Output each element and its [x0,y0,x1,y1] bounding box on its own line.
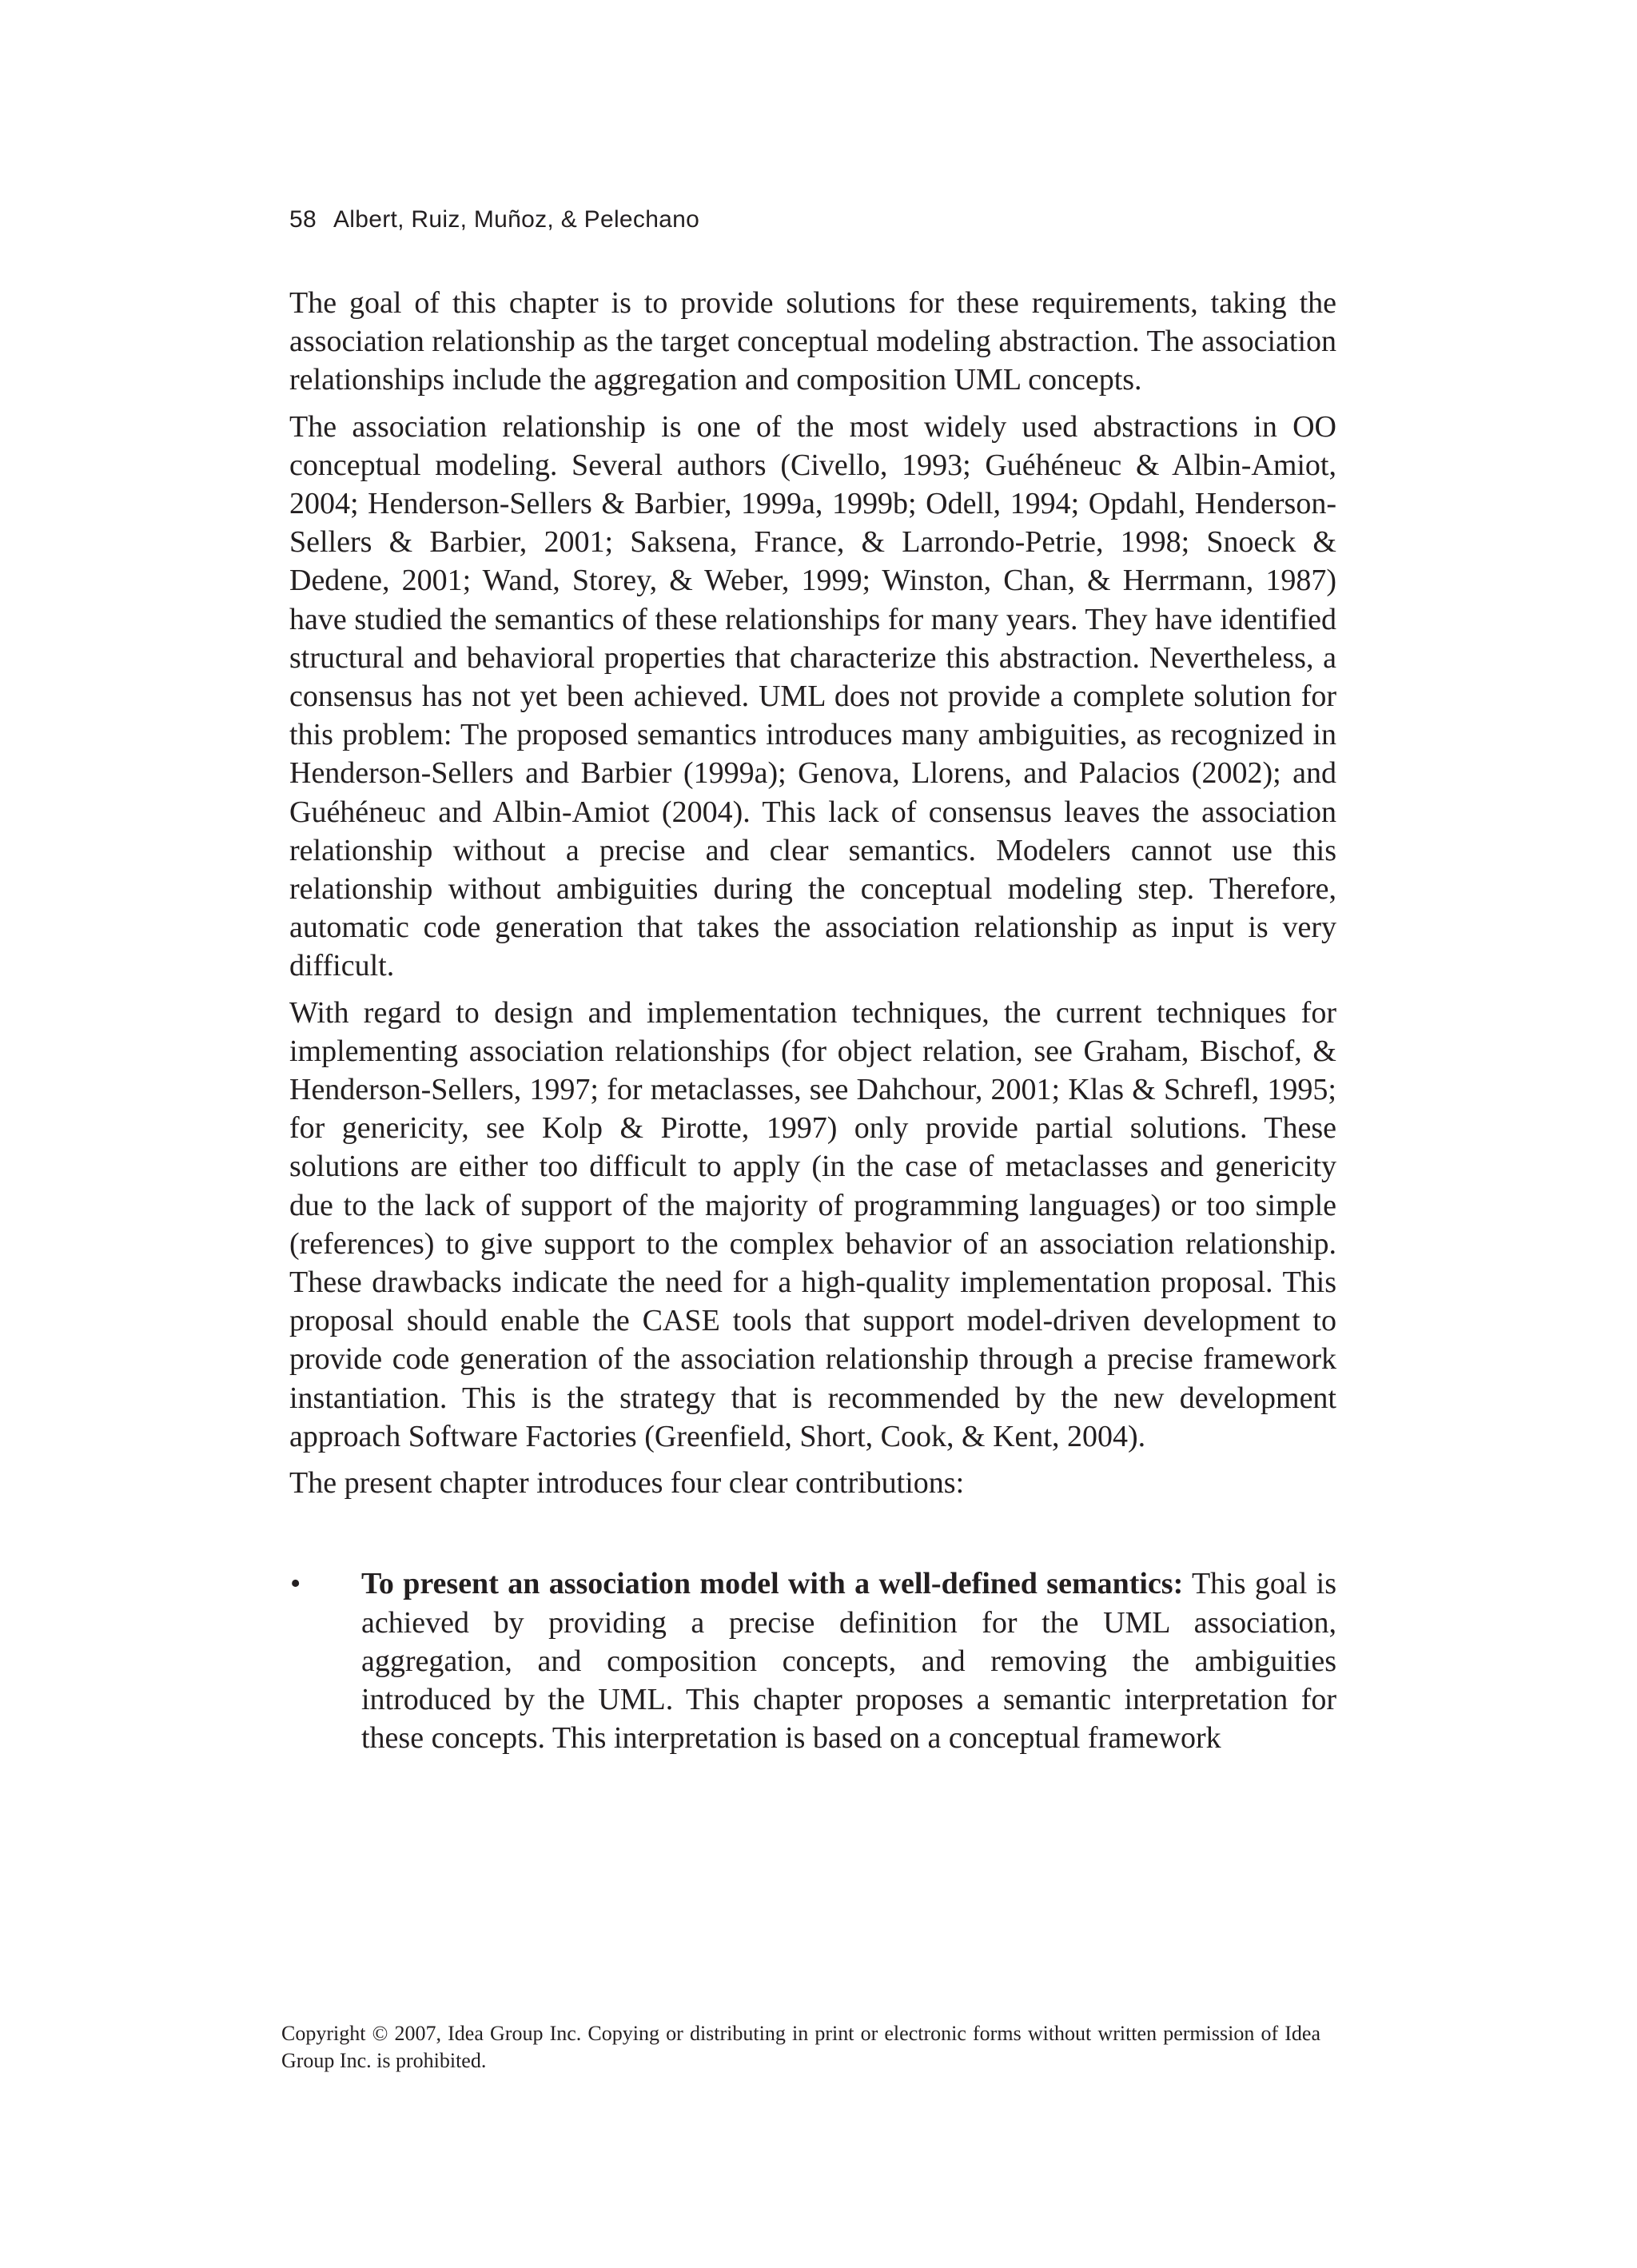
list-item [289,1564,1336,1757]
running-header-authors: Albert, Ruiz, Muñoz, & Pelechano [333,206,700,233]
copyright-notice: Copyright © 2007, Idea Group Inc. Copying or distributing in print or electronic forms without written permission of Idea Group Inc. is prohibited. [281,2022,1320,2072]
paragraph-implementation-techniques: With regard to design and implementation techniques, the current techniques for implementing association relationships (for object relation, see Graham, Bischof, & Henderson-Sellers, 1997; for metaclasses, see Dahchour, 2001; Klas & Schrefl, 1995; for genericity, see Kolp & Pirotte, 1997) only provide partial solutions. These solutions are either too difficult to apply (in the case of metaclasses and genericity due to the lack of support of the majority of programming languages) or too simple (references) to give support to the complex behavior of an association relationship. These drawbacks indicate the need for a high-quality implementation proposal. This proposal should enable the CASE tools that support model-driven development to provide code generation of the association relationship through a precise framework instantiation. This is the strategy that is recommended by the new development approach Software Factories (Greenfield, Short, Cook, & Kent, 2004). [289,995,1336,1453]
paragraph-goal: The goal of this chapter is to provide solutions for these requirements, taking the association relationship as the target conceptual modeling abstraction. The association relationships include the aggregation and composition UML concepts. [289,286,1336,397]
contributions-list [289,1564,1336,1757]
contribution-lead: To present an association model with a well-defined semantics: [361,1567,1184,1601]
paragraph-contributions-intro: The present chapter introduces four clear contributions: [289,1466,965,1501]
running-header [289,206,699,233]
paragraph-association-semantics: The association relationship is one of the most widely used abstractions in OO conceptual modeling. Several authors (Civello, 1993; Guéhéneuc & Albin-Amiot, 2004; Henderson-Sellers & Barbier, 1999a, 1999b; Odell, 1994; Opdahl, Henderson-Sellers & Barbier, 2001; Saksena, France, & Larrondo-Petrie, 1998; Snoeck & Dedene, 2001; Wand, Storey, & Weber, 1999; Winston, Chan, & Herrmann, 1987) have studied the semantics of these relationships for many years. They have identified structural and behavioral properties that characterize this abstraction. Nevertheless, a consensus has not yet been achieved. UML does not provide a complete solution for this problem: The proposed semantics introduces many ambiguities, as recognized in Henderson-Sellers and Barbier (1999a); Genova, Llorens, and Palacios (2002); and Guéhéneuc and Albin-Amiot (2004). This lack of consensus leaves the association relationship without a precise and clear semantics. Modelers cannot use this relationship without ambiguities during the conceptual modeling step. Therefore, automatic code generation that takes the association relationship as input is very difficult. [289,409,1336,983]
contribution-text: This goal is achieved by providing a precise definition for the UML association, aggregation, and composition concepts, and removing the ambiguities introduced by the UML. This chapter proposes a semantic interpretation for these concepts. This interpretation is based on a conceptual framework [361,1567,1336,1756]
body-text [289,284,1336,1757]
page-number: 58 [289,206,317,233]
bullet-icon: • [290,1567,301,1601]
